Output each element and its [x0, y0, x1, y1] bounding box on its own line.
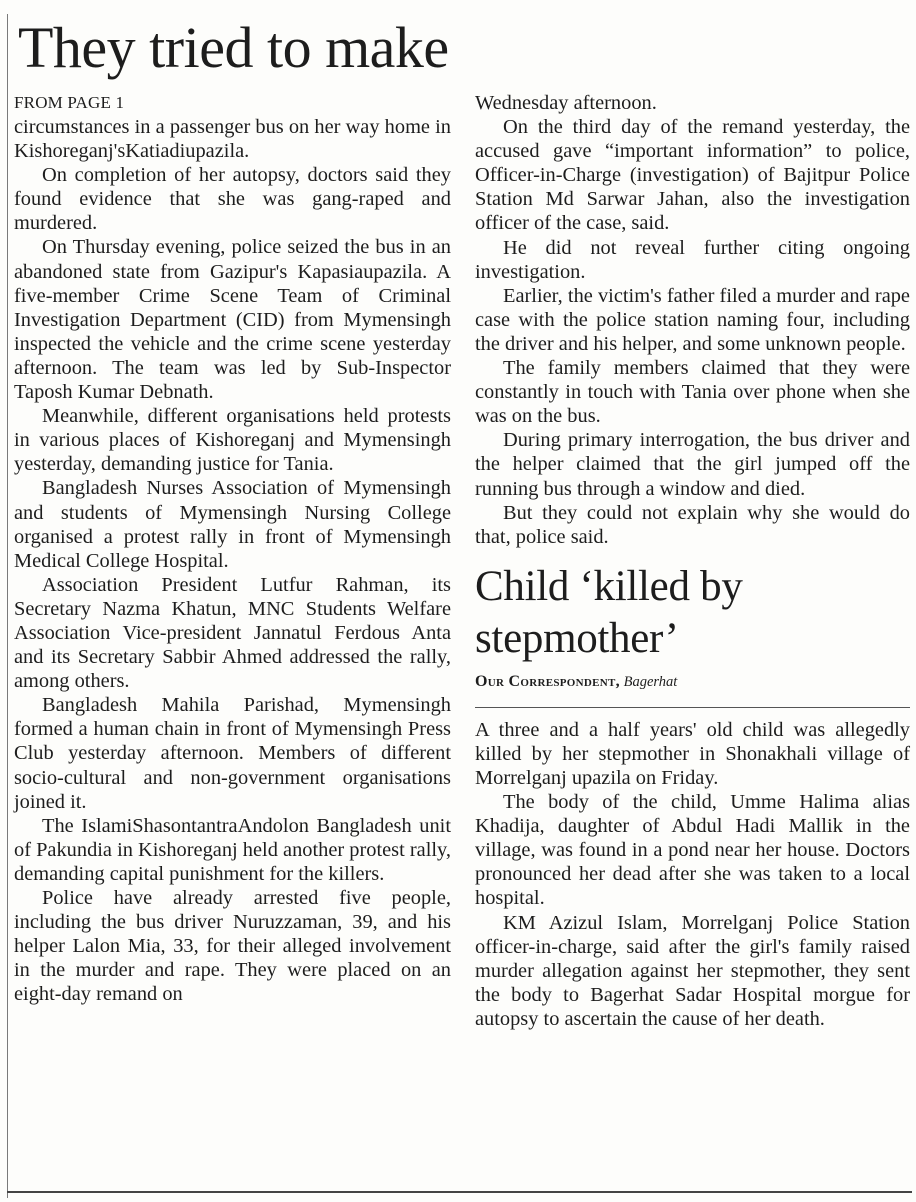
article-paragraph: On the third day of the remand yesterday, the accused gave “important information” to police, Officer-in-Charge (investigation) of Bajitpur Police Station Md Sarwar Jahan, also the investigation officer of the case, said.	[475, 116, 910, 235]
article-paragraph: circumstances in a passenger bus on her way home in Kishoreganj'sKatiadiupazila.	[14, 116, 451, 163]
second-story-body	[475, 718, 910, 1031]
byline-name: Our Correspondent,	[475, 672, 620, 690]
article-paragraph: The IslamiShasontantraAndolon Bangladesh unit of Pakundia in Kishoreganj held another protest rally, demanding capital punishment for the killers.	[14, 814, 451, 885]
article-paragraph: Wednesday afternoon.	[475, 92, 657, 114]
article-paragraph: Bangladesh Nurses Association of Mymensingh and students of Mymensingh Nursing College organised a protest rally in front of Mymensingh Medical College Hospital.	[14, 477, 451, 572]
second-story-headline: Child ‘killed by stepmother’	[475, 562, 743, 662]
article-paragraph: The body of the child, Umme Halima alias Khadija, daughter of Abdul Hadi Mallik in the village, was found in a pond near her house. Doctors pronounced her dead after she was taken to a local hospital.	[475, 791, 910, 910]
article-paragraph: Earlier, the victim's father filed a murder and rape case with the police station naming four, including the driver and his helper, and some unknown people.	[475, 284, 910, 355]
article-paragraph: KM Azizul Islam, Morrelganj Police Station officer-in-charge, said after the girl's family raised murder allegation against her stepmother, they sent the body to Bagerhat Sadar Hospital morgue for autopsy to ascertain the cause of her death.	[475, 911, 910, 1030]
article-paragraph: A three and a half years' old child was allegedly killed by her stepmother in Shonakhali village of Morrelganj upazila on Friday.	[475, 718, 910, 789]
byline-place: Bagerhat	[623, 673, 678, 690]
article-paragraph: Bangladesh Mahila Parishad, Mymensingh formed a human chain in front of Mymensingh Press Club yesterday afternoon. Members of different socio-cultural and non-government organisations joined it.	[14, 694, 451, 813]
right-column	[475, 91, 910, 1031]
article-paragraph: On Thursday evening, police seized the bus in an abandoned state from Gazipur's Kapasiaupazila. A five-member Crime Scene Team of Criminal Investigation Department (CID) from Mymensingh inspected the vehicle and the crime scene yesterday afternoon. The team was led by Sub-Inspector Taposh Kumar Debnath.	[14, 236, 451, 404]
article-paragraph: During primary interrogation, the bus driver and the helper claimed that the girl jumped off the running bus through a window and died.	[475, 429, 910, 500]
bottom-rule	[7, 1191, 912, 1193]
article-paragraph: He did not reveal further citing ongoing investigation.	[475, 236, 910, 283]
dateline: FROM PAGE 1	[14, 93, 125, 112]
article-paragraph: On completion of her autopsy, doctors said they found evidence that she was gang-raped and murdered.	[14, 164, 451, 235]
article-paragraph: But they could not explain why she would do that, police said.	[475, 501, 910, 548]
article-paragraph: Meanwhile, different organisations held protests in various places of Kishoreganj and Mymensingh yesterday, demanding justice for Tania.	[14, 405, 451, 476]
story-headline: They tried to make	[18, 15, 449, 80]
left-column	[14, 91, 451, 1006]
column-rule	[7, 14, 8, 1198]
article-paragraph: Association President Lutfur Rahman, its Secretary Nazma Khatun, MNC Students Welfare Association Vice-president Jannatul Ferdous Anta and its Secretary Sabbir Ahmed addressed the rally, among others.	[14, 573, 451, 693]
byline	[475, 671, 910, 708]
article-paragraph: Police have already arrested five people, including the bus driver Nuruzzaman, 39, and his helper Lalon Mia, 33, for their alleged involvement in the murder and rape. They were placed on an eight-day remand on	[14, 887, 451, 1006]
article-paragraph: The family members claimed that they were constantly in touch with Tania over phone when she was on the bus.	[475, 357, 910, 428]
